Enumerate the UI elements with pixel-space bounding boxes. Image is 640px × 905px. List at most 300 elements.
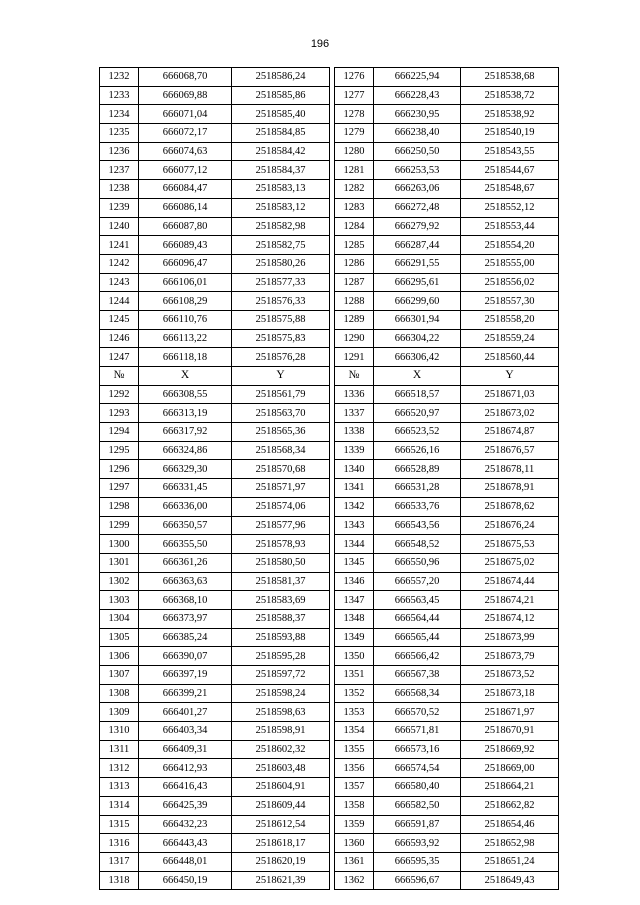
point-number-cell: 1337 — [335, 404, 374, 423]
point-number-cell: 1360 — [335, 834, 374, 853]
y-coordinate-cell: 2518559,24 — [461, 329, 559, 348]
x-coordinate-cell: 666425,39 — [139, 796, 232, 815]
y-coordinate-cell: 2518669,92 — [461, 740, 559, 759]
point-number-cell: 1355 — [335, 740, 374, 759]
y-coordinate-cell: 2518673,02 — [461, 404, 559, 423]
table-row — [100, 217, 559, 236]
point-number-cell: 1352 — [335, 684, 374, 703]
point-number-cell: 1316 — [100, 834, 139, 853]
x-coordinate-cell: 666523,52 — [374, 423, 461, 442]
point-number-cell: 1356 — [335, 759, 374, 778]
point-number-cell: 1318 — [100, 871, 139, 890]
point-number-cell: 1347 — [335, 591, 374, 610]
y-coordinate-cell: 2518652,98 — [461, 834, 559, 853]
point-number-cell: 1281 — [335, 161, 374, 180]
table-row — [100, 105, 559, 124]
x-coordinate-cell: 666361,26 — [139, 553, 232, 572]
y-coordinate-cell: 2518580,26 — [232, 254, 330, 273]
point-number-cell: 1240 — [100, 217, 139, 236]
y-coordinate-cell: 2518678,62 — [461, 497, 559, 516]
y-coordinate-cell: 2518669,00 — [461, 759, 559, 778]
x-coordinate-cell: 666368,10 — [139, 591, 232, 610]
y-coordinate-cell: 2518538,68 — [461, 68, 559, 87]
table-row — [100, 329, 559, 348]
y-coordinate-cell: 2518553,44 — [461, 217, 559, 236]
y-coordinate-cell: 2518612,54 — [232, 815, 330, 834]
table-row — [100, 591, 559, 610]
y-coordinate-cell: 2518609,44 — [232, 796, 330, 815]
table-header-row — [100, 367, 559, 386]
table-row — [100, 310, 559, 329]
y-coordinate-cell: 2518557,30 — [461, 292, 559, 311]
x-coordinate-cell: 666113,22 — [139, 329, 232, 348]
point-number-cell: 1311 — [100, 740, 139, 759]
y-coordinate-cell: 2518568,34 — [232, 441, 330, 460]
y-coordinate-cell: 2518603,48 — [232, 759, 330, 778]
point-number-cell: 1244 — [100, 292, 139, 311]
point-number-cell: 1359 — [335, 815, 374, 834]
x-coordinate-cell: 666086,14 — [139, 198, 232, 217]
x-coordinate-cell: 666313,19 — [139, 404, 232, 423]
point-number-cell: 1349 — [335, 628, 374, 647]
point-number-cell: 1310 — [100, 722, 139, 741]
point-number-cell: 1314 — [100, 796, 139, 815]
table-row — [100, 628, 559, 647]
y-coordinate-cell: 2518662,82 — [461, 796, 559, 815]
y-coordinate-cell: 2518620,19 — [232, 852, 330, 871]
point-number-cell: 1294 — [100, 423, 139, 442]
table-row — [100, 348, 559, 367]
column-header: Y — [461, 367, 559, 386]
point-number-cell: 1299 — [100, 516, 139, 535]
x-coordinate-cell: 666106,01 — [139, 273, 232, 292]
y-coordinate-cell: 2518538,92 — [461, 105, 559, 124]
point-number-cell: 1305 — [100, 628, 139, 647]
point-number-cell: 1276 — [335, 68, 374, 87]
point-number-cell: 1285 — [335, 236, 374, 255]
point-number-cell: 1245 — [100, 310, 139, 329]
point-number-cell: 1309 — [100, 703, 139, 722]
y-coordinate-cell: 2518598,63 — [232, 703, 330, 722]
x-coordinate-cell: 666580,40 — [374, 778, 461, 797]
y-coordinate-cell: 2518586,24 — [232, 68, 330, 87]
x-coordinate-cell: 666595,35 — [374, 852, 461, 871]
point-number-cell: 1303 — [100, 591, 139, 610]
y-coordinate-cell: 2518674,87 — [461, 423, 559, 442]
y-coordinate-cell: 2518583,12 — [232, 198, 330, 217]
point-number-cell: 1282 — [335, 180, 374, 199]
x-coordinate-cell: 666448,01 — [139, 852, 232, 871]
x-coordinate-cell: 666570,52 — [374, 703, 461, 722]
table-row — [100, 404, 559, 423]
x-coordinate-cell: 666563,45 — [374, 591, 461, 610]
x-coordinate-cell: 666069,88 — [139, 86, 232, 105]
x-coordinate-cell: 666317,92 — [139, 423, 232, 442]
x-coordinate-cell: 666548,52 — [374, 535, 461, 554]
x-coordinate-cell: 666401,27 — [139, 703, 232, 722]
point-number-cell: 1289 — [335, 310, 374, 329]
y-coordinate-cell: 2518674,21 — [461, 591, 559, 610]
table-row — [100, 553, 559, 572]
point-number-cell: 1292 — [100, 385, 139, 404]
y-coordinate-cell: 2518570,68 — [232, 460, 330, 479]
y-coordinate-cell: 2518676,57 — [461, 441, 559, 460]
x-coordinate-cell: 666582,50 — [374, 796, 461, 815]
x-coordinate-cell: 666526,16 — [374, 441, 461, 460]
y-coordinate-cell: 2518584,42 — [232, 142, 330, 161]
y-coordinate-cell: 2518543,55 — [461, 142, 559, 161]
y-coordinate-cell: 2518555,00 — [461, 254, 559, 273]
point-number-cell: 1353 — [335, 703, 374, 722]
x-coordinate-cell: 666531,28 — [374, 479, 461, 498]
y-coordinate-cell: 2518582,98 — [232, 217, 330, 236]
table-row — [100, 647, 559, 666]
table-row — [100, 254, 559, 273]
x-coordinate-cell: 666591,87 — [374, 815, 461, 834]
x-coordinate-cell: 666399,21 — [139, 684, 232, 703]
y-coordinate-cell: 2518678,11 — [461, 460, 559, 479]
y-coordinate-cell: 2518673,99 — [461, 628, 559, 647]
y-coordinate-cell: 2518584,37 — [232, 161, 330, 180]
point-number-cell: 1297 — [100, 479, 139, 498]
x-coordinate-cell: 666110,76 — [139, 310, 232, 329]
y-coordinate-cell: 2518571,97 — [232, 479, 330, 498]
table-row — [100, 441, 559, 460]
point-number-cell: 1246 — [100, 329, 139, 348]
x-coordinate-cell: 666533,76 — [374, 497, 461, 516]
table-row — [100, 161, 559, 180]
x-coordinate-cell: 666397,19 — [139, 666, 232, 685]
table-row — [100, 68, 559, 87]
y-coordinate-cell: 2518670,91 — [461, 722, 559, 741]
x-coordinate-cell: 666409,31 — [139, 740, 232, 759]
point-number-cell: 1243 — [100, 273, 139, 292]
point-number-cell: 1313 — [100, 778, 139, 797]
x-coordinate-cell: 666385,24 — [139, 628, 232, 647]
y-coordinate-cell: 2518563,70 — [232, 404, 330, 423]
y-coordinate-cell: 2518584,85 — [232, 124, 330, 143]
table-row — [100, 815, 559, 834]
point-number-cell: 1291 — [335, 348, 374, 367]
x-coordinate-cell: 666087,80 — [139, 217, 232, 236]
table-row — [100, 516, 559, 535]
table-row — [100, 722, 559, 741]
y-coordinate-cell: 2518552,12 — [461, 198, 559, 217]
point-number-cell: 1302 — [100, 572, 139, 591]
table-row — [100, 142, 559, 161]
x-coordinate-cell: 666071,04 — [139, 105, 232, 124]
x-coordinate-cell: 666416,43 — [139, 778, 232, 797]
y-coordinate-cell: 2518602,32 — [232, 740, 330, 759]
table-row — [100, 460, 559, 479]
x-coordinate-cell: 666355,50 — [139, 535, 232, 554]
x-coordinate-cell: 666557,20 — [374, 572, 461, 591]
y-coordinate-cell: 2518561,79 — [232, 385, 330, 404]
table-row — [100, 759, 559, 778]
x-coordinate-cell: 666108,29 — [139, 292, 232, 311]
x-coordinate-cell: 666089,43 — [139, 236, 232, 255]
point-number-cell: 1287 — [335, 273, 374, 292]
point-number-cell: 1343 — [335, 516, 374, 535]
y-coordinate-cell: 2518593,88 — [232, 628, 330, 647]
x-coordinate-cell: 666077,12 — [139, 161, 232, 180]
y-coordinate-cell: 2518554,20 — [461, 236, 559, 255]
point-number-cell: 1298 — [100, 497, 139, 516]
y-coordinate-cell: 2518671,97 — [461, 703, 559, 722]
x-coordinate-cell: 666308,55 — [139, 385, 232, 404]
x-coordinate-cell: 666568,34 — [374, 684, 461, 703]
column-header: Y — [232, 367, 330, 386]
x-coordinate-cell: 666564,44 — [374, 609, 461, 628]
x-coordinate-cell: 666574,54 — [374, 759, 461, 778]
y-coordinate-cell: 2518558,20 — [461, 310, 559, 329]
point-number-cell: 1237 — [100, 161, 139, 180]
x-coordinate-cell: 666068,70 — [139, 68, 232, 87]
x-coordinate-cell: 666528,89 — [374, 460, 461, 479]
x-coordinate-cell: 666291,55 — [374, 254, 461, 273]
point-number-cell: 1344 — [335, 535, 374, 554]
point-number-cell: 1242 — [100, 254, 139, 273]
x-coordinate-cell: 666450,19 — [139, 871, 232, 890]
table-row — [100, 86, 559, 105]
x-coordinate-cell: 666279,92 — [374, 217, 461, 236]
point-number-cell: 1350 — [335, 647, 374, 666]
x-coordinate-cell: 666118,18 — [139, 348, 232, 367]
x-coordinate-cell: 666543,56 — [374, 516, 461, 535]
table-row — [100, 273, 559, 292]
x-coordinate-cell: 666566,42 — [374, 647, 461, 666]
table-row — [100, 666, 559, 685]
table-row — [100, 292, 559, 311]
x-coordinate-cell: 666230,95 — [374, 105, 461, 124]
table-row — [100, 871, 559, 890]
y-coordinate-cell: 2518598,91 — [232, 722, 330, 741]
point-number-cell: 1288 — [335, 292, 374, 311]
y-coordinate-cell: 2518674,12 — [461, 609, 559, 628]
point-number-cell: 1280 — [335, 142, 374, 161]
point-number-cell: 1317 — [100, 852, 139, 871]
point-number-cell: 1357 — [335, 778, 374, 797]
y-coordinate-cell: 2518585,40 — [232, 105, 330, 124]
y-coordinate-cell: 2518582,75 — [232, 236, 330, 255]
x-coordinate-cell: 666250,50 — [374, 142, 461, 161]
point-number-cell: 1236 — [100, 142, 139, 161]
table-row — [100, 609, 559, 628]
column-header: № — [335, 367, 374, 386]
column-header: № — [100, 367, 139, 386]
x-coordinate-cell: 666287,44 — [374, 236, 461, 255]
table-row — [100, 198, 559, 217]
y-coordinate-cell: 2518674,44 — [461, 572, 559, 591]
x-coordinate-cell: 666593,92 — [374, 834, 461, 853]
x-coordinate-cell: 666263,06 — [374, 180, 461, 199]
y-coordinate-cell: 2518678,91 — [461, 479, 559, 498]
y-coordinate-cell: 2518621,39 — [232, 871, 330, 890]
table-row — [100, 684, 559, 703]
table-row — [100, 180, 559, 199]
point-number-cell: 1340 — [335, 460, 374, 479]
x-coordinate-cell: 666225,94 — [374, 68, 461, 87]
y-coordinate-cell: 2518578,93 — [232, 535, 330, 554]
y-coordinate-cell: 2518595,28 — [232, 647, 330, 666]
x-coordinate-cell: 666412,93 — [139, 759, 232, 778]
point-number-cell: 1239 — [100, 198, 139, 217]
y-coordinate-cell: 2518548,67 — [461, 180, 559, 199]
point-number-cell: 1241 — [100, 236, 139, 255]
point-number-cell: 1358 — [335, 796, 374, 815]
table-row — [100, 497, 559, 516]
y-coordinate-cell: 2518544,67 — [461, 161, 559, 180]
x-coordinate-cell: 666272,48 — [374, 198, 461, 217]
table-row — [100, 796, 559, 815]
point-number-cell: 1238 — [100, 180, 139, 199]
x-coordinate-cell: 666072,17 — [139, 124, 232, 143]
y-coordinate-cell: 2518671,03 — [461, 385, 559, 404]
point-number-cell: 1362 — [335, 871, 374, 890]
y-coordinate-cell: 2518673,79 — [461, 647, 559, 666]
x-coordinate-cell: 666350,57 — [139, 516, 232, 535]
y-coordinate-cell: 2518583,69 — [232, 591, 330, 610]
table-row — [100, 124, 559, 143]
x-coordinate-cell: 666390,07 — [139, 647, 232, 666]
x-coordinate-cell: 666520,97 — [374, 404, 461, 423]
y-coordinate-cell: 2518576,28 — [232, 348, 330, 367]
y-coordinate-cell: 2518673,52 — [461, 666, 559, 685]
y-coordinate-cell: 2518618,17 — [232, 834, 330, 853]
y-coordinate-cell: 2518598,24 — [232, 684, 330, 703]
point-number-cell: 1348 — [335, 609, 374, 628]
y-coordinate-cell: 2518585,86 — [232, 86, 330, 105]
y-coordinate-cell: 2518673,18 — [461, 684, 559, 703]
x-coordinate-cell: 666324,86 — [139, 441, 232, 460]
point-number-cell: 1295 — [100, 441, 139, 460]
y-coordinate-cell: 2518580,50 — [232, 553, 330, 572]
y-coordinate-cell: 2518649,43 — [461, 871, 559, 890]
y-coordinate-cell: 2518597,72 — [232, 666, 330, 685]
column-header: X — [374, 367, 461, 386]
table-row — [100, 703, 559, 722]
y-coordinate-cell: 2518651,24 — [461, 852, 559, 871]
point-number-cell: 1235 — [100, 124, 139, 143]
point-number-cell: 1283 — [335, 198, 374, 217]
x-coordinate-cell: 666443,43 — [139, 834, 232, 853]
x-coordinate-cell: 666403,34 — [139, 722, 232, 741]
table-row — [100, 740, 559, 759]
point-number-cell: 1354 — [335, 722, 374, 741]
point-number-cell: 1306 — [100, 647, 139, 666]
x-coordinate-cell: 666238,40 — [374, 124, 461, 143]
point-number-cell: 1284 — [335, 217, 374, 236]
coordinates-table — [99, 67, 559, 890]
point-number-cell: 1345 — [335, 553, 374, 572]
x-coordinate-cell: 666295,61 — [374, 273, 461, 292]
x-coordinate-cell: 666306,42 — [374, 348, 461, 367]
x-coordinate-cell: 666571,81 — [374, 722, 461, 741]
x-coordinate-cell: 666074,63 — [139, 142, 232, 161]
point-number-cell: 1301 — [100, 553, 139, 572]
point-number-cell: 1351 — [335, 666, 374, 685]
table-row — [100, 572, 559, 591]
x-coordinate-cell: 666567,38 — [374, 666, 461, 685]
x-coordinate-cell: 666084,47 — [139, 180, 232, 199]
point-number-cell: 1278 — [335, 105, 374, 124]
y-coordinate-cell: 2518583,13 — [232, 180, 330, 199]
y-coordinate-cell: 2518675,53 — [461, 535, 559, 554]
x-coordinate-cell: 666373,97 — [139, 609, 232, 628]
x-coordinate-cell: 666331,45 — [139, 479, 232, 498]
y-coordinate-cell: 2518556,02 — [461, 273, 559, 292]
y-coordinate-cell: 2518588,37 — [232, 609, 330, 628]
x-coordinate-cell: 666565,44 — [374, 628, 461, 647]
point-number-cell: 1233 — [100, 86, 139, 105]
y-coordinate-cell: 2518577,33 — [232, 273, 330, 292]
y-coordinate-cell: 2518565,36 — [232, 423, 330, 442]
y-coordinate-cell: 2518675,02 — [461, 553, 559, 572]
y-coordinate-cell: 2518560,44 — [461, 348, 559, 367]
y-coordinate-cell: 2518604,91 — [232, 778, 330, 797]
x-coordinate-cell: 666228,43 — [374, 86, 461, 105]
point-number-cell: 1277 — [335, 86, 374, 105]
point-number-cell: 1247 — [100, 348, 139, 367]
point-number-cell: 1361 — [335, 852, 374, 871]
y-coordinate-cell: 2518676,24 — [461, 516, 559, 535]
x-coordinate-cell: 666304,22 — [374, 329, 461, 348]
x-coordinate-cell: 666432,23 — [139, 815, 232, 834]
point-number-cell: 1339 — [335, 441, 374, 460]
table-row — [100, 479, 559, 498]
y-coordinate-cell: 2518581,37 — [232, 572, 330, 591]
y-coordinate-cell: 2518574,06 — [232, 497, 330, 516]
x-coordinate-cell: 666596,67 — [374, 871, 461, 890]
point-number-cell: 1296 — [100, 460, 139, 479]
point-number-cell: 1341 — [335, 479, 374, 498]
point-number-cell: 1234 — [100, 105, 139, 124]
x-coordinate-cell: 666253,53 — [374, 161, 461, 180]
x-coordinate-cell: 666096,47 — [139, 254, 232, 273]
y-coordinate-cell: 2518654,46 — [461, 815, 559, 834]
table-row — [100, 385, 559, 404]
point-number-cell: 1312 — [100, 759, 139, 778]
table-row — [100, 834, 559, 853]
table-row — [100, 852, 559, 871]
point-number-cell: 1336 — [335, 385, 374, 404]
table-row — [100, 778, 559, 797]
table-row — [100, 535, 559, 554]
x-coordinate-cell: 666329,30 — [139, 460, 232, 479]
table-row — [100, 423, 559, 442]
point-number-cell: 1304 — [100, 609, 139, 628]
point-number-cell: 1342 — [335, 497, 374, 516]
page-number: 196 — [310, 38, 330, 50]
y-coordinate-cell: 2518540,19 — [461, 124, 559, 143]
point-number-cell: 1307 — [100, 666, 139, 685]
y-coordinate-cell: 2518575,88 — [232, 310, 330, 329]
point-number-cell: 1286 — [335, 254, 374, 273]
point-number-cell: 1293 — [100, 404, 139, 423]
y-coordinate-cell: 2518576,33 — [232, 292, 330, 311]
y-coordinate-cell: 2518538,72 — [461, 86, 559, 105]
column-header: X — [139, 367, 232, 386]
point-number-cell: 1300 — [100, 535, 139, 554]
y-coordinate-cell: 2518577,96 — [232, 516, 330, 535]
point-number-cell: 1346 — [335, 572, 374, 591]
x-coordinate-cell: 666336,00 — [139, 497, 232, 516]
point-number-cell: 1290 — [335, 329, 374, 348]
x-coordinate-cell: 666301,94 — [374, 310, 461, 329]
point-number-cell: 1308 — [100, 684, 139, 703]
x-coordinate-cell: 666550,96 — [374, 553, 461, 572]
table-row — [100, 236, 559, 255]
